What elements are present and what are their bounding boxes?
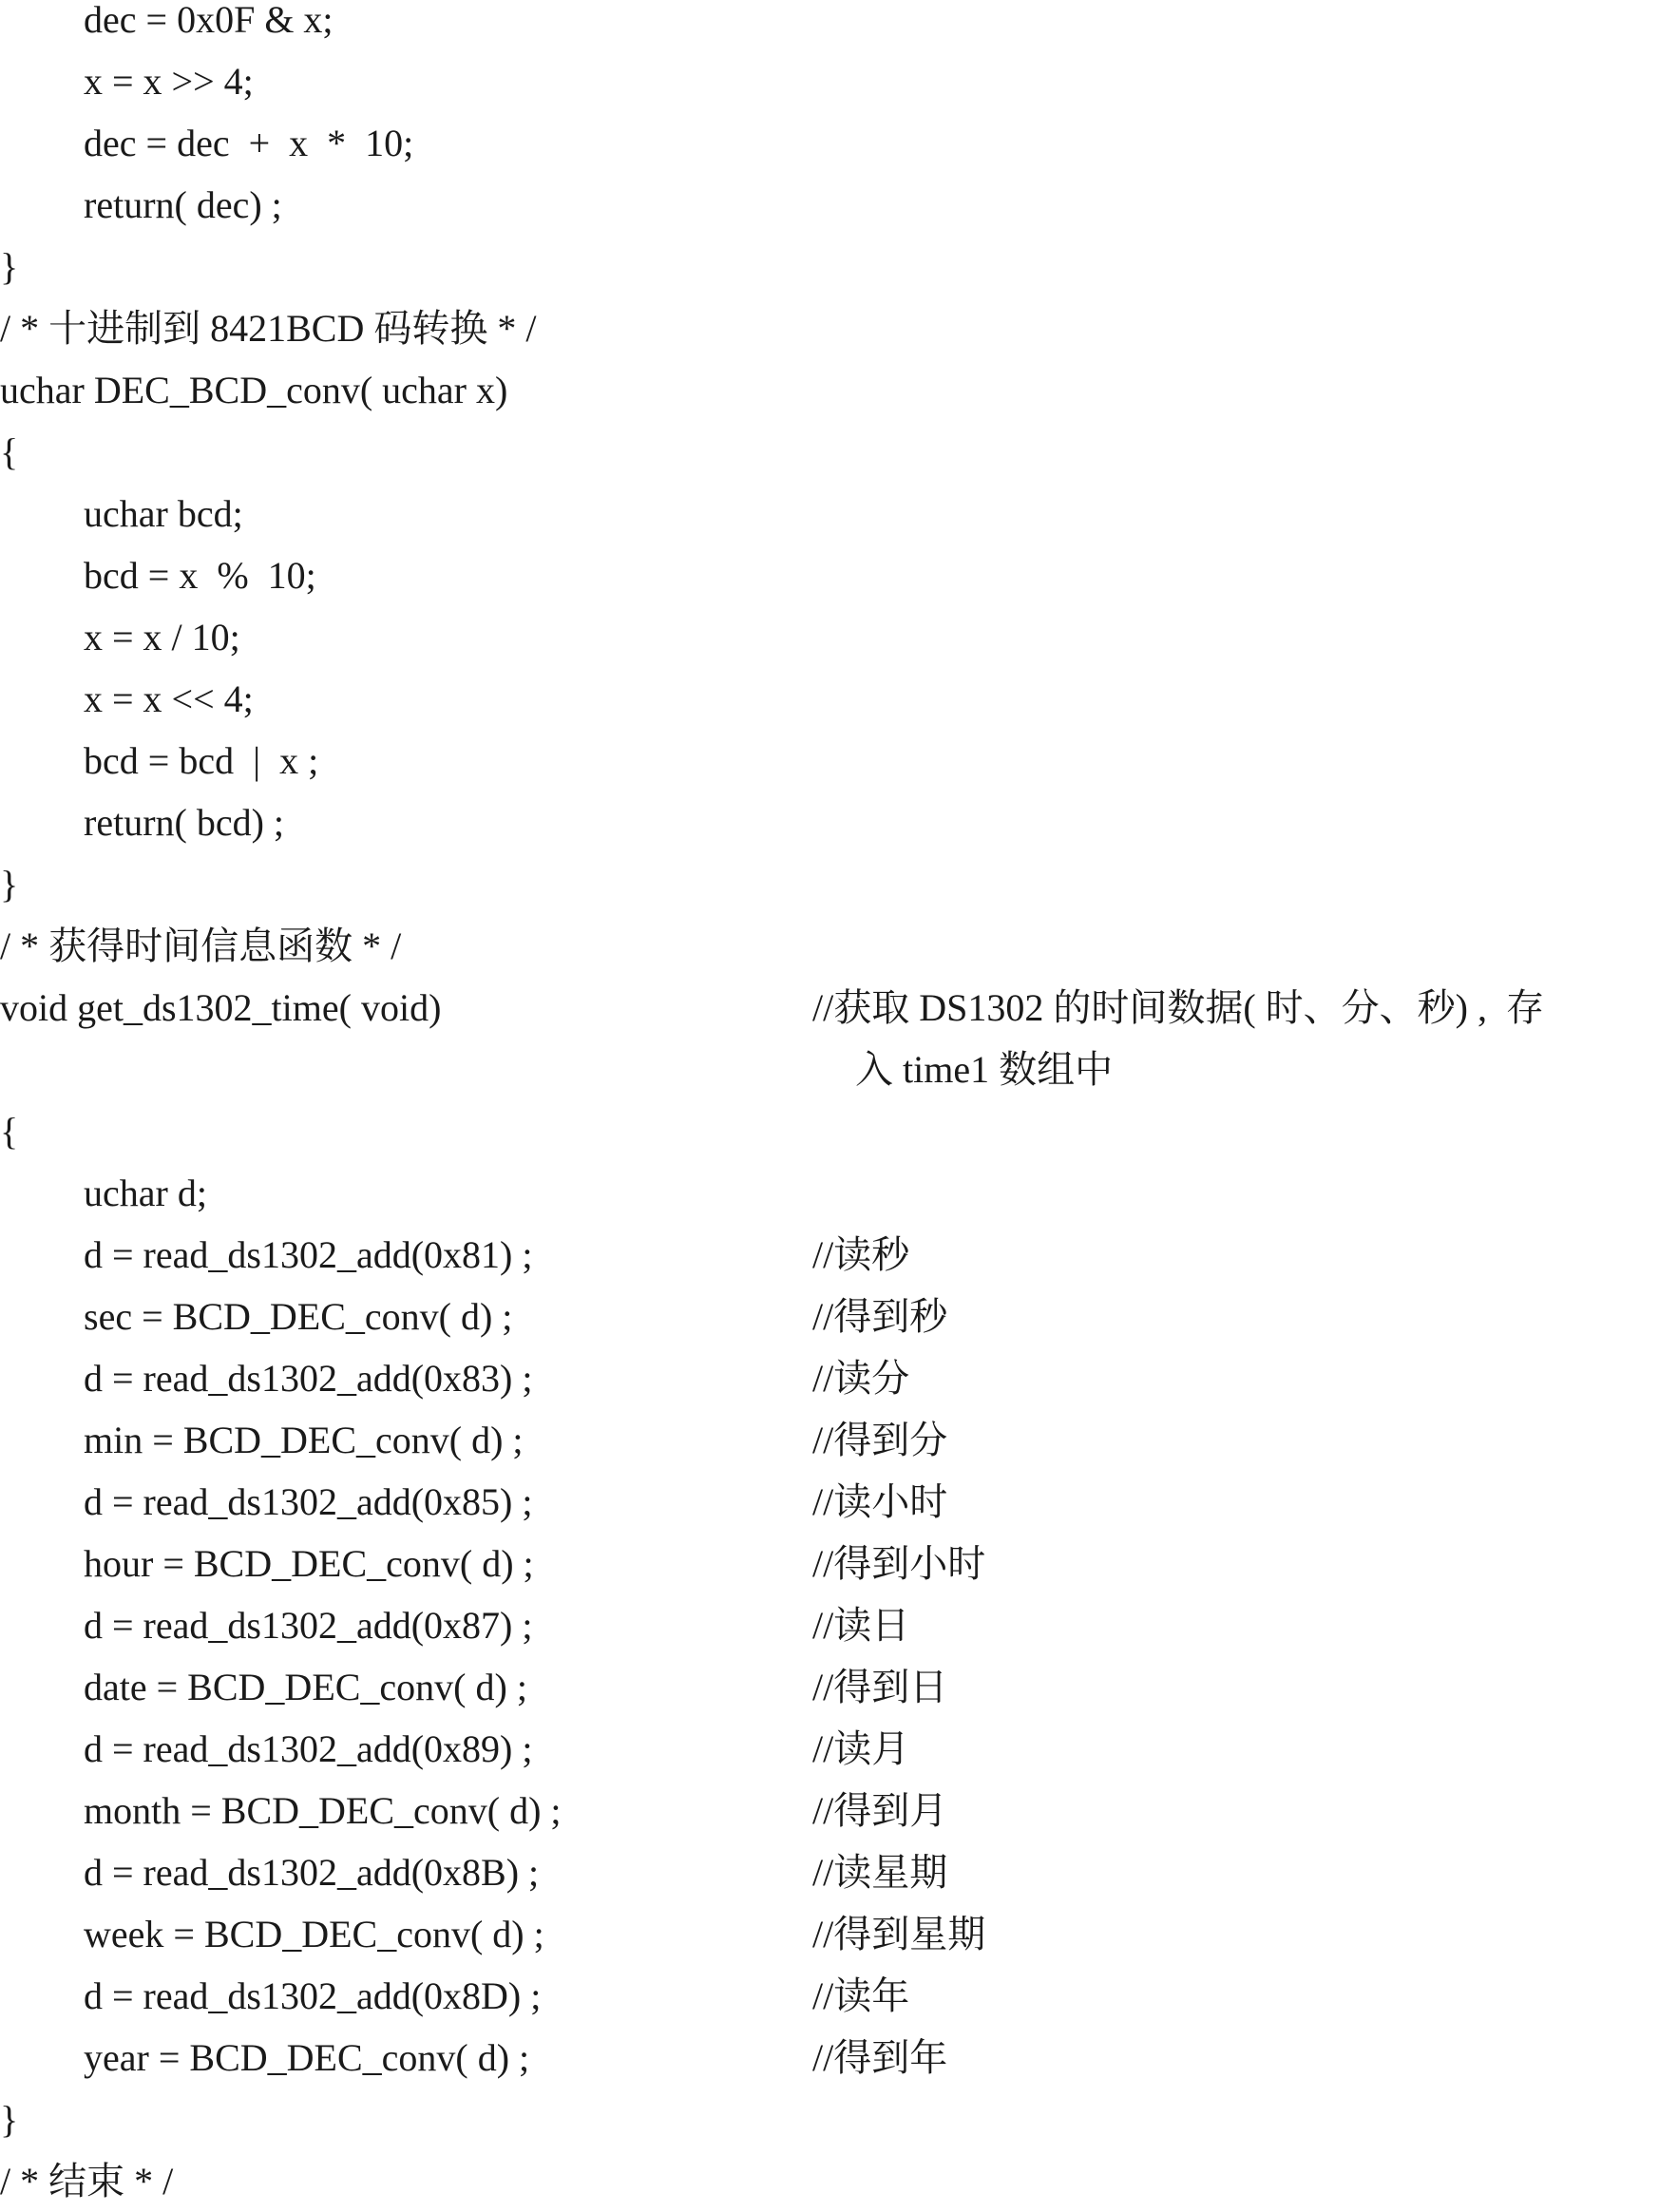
code-line (0, 977, 1659, 1039)
code-text: d = read_ds1302_add(0x81) ; (84, 1233, 533, 1276)
code-line (0, 1656, 1659, 1718)
code-line (0, 297, 1659, 359)
code-text: dec = dec + x * 10; (84, 122, 414, 164)
code-line (0, 668, 1659, 730)
code-line (0, 1718, 1659, 1780)
code-line (0, 1780, 1659, 1841)
code-line (0, 1471, 1659, 1533)
code-text: return( bcd) ; (84, 801, 285, 844)
code-line (0, 112, 1659, 174)
code-comment: //得到星期 (812, 1913, 986, 1955)
code-text: min = BCD_DEC_conv( d) ; (84, 1419, 524, 1461)
code-text: } (0, 245, 19, 288)
code-text: d = read_ds1302_add(0x8B) ; (84, 1851, 540, 1894)
code-line (0, 1162, 1659, 1224)
code-comment: //读年 (812, 1974, 910, 2017)
code-comment: //获取 DS1302 的时间数据( 时、分、秒) , 存 (812, 986, 1544, 1029)
code-text: month = BCD_DEC_conv( d) ; (84, 1789, 562, 1832)
code-text: sec = BCD_DEC_conv( d) ; (84, 1295, 513, 1338)
code-text: year = BCD_DEC_conv( d) ; (84, 2036, 530, 2079)
code-line (0, 2027, 1659, 2088)
code-text: uchar DEC_BCD_conv( uchar x) (0, 369, 508, 411)
code-line (0, 483, 1659, 544)
code-line (0, 1039, 1659, 1100)
code-text: { (0, 430, 19, 473)
code-text: return( dec) ; (84, 183, 282, 226)
code-line (0, 0, 1659, 50)
code-text: / * 获得时间信息函数 * / (0, 925, 402, 967)
code-text: x = x << 4; (84, 677, 254, 720)
code-text: / * 十进制到 8421BCD 码转换 * / (0, 307, 537, 350)
code-line (0, 1224, 1659, 1286)
code-line (0, 50, 1659, 112)
code-line (0, 236, 1659, 297)
code-text: date = BCD_DEC_conv( d) ; (84, 1666, 527, 1708)
code-text: } (0, 863, 19, 906)
code-text: x = x >> 4; (84, 60, 254, 103)
code-comment: //得到月 (812, 1789, 948, 1832)
code-text: bcd = bcd | x ; (84, 739, 319, 782)
code-line (0, 1903, 1659, 1965)
code-text: uchar bcd; (84, 492, 243, 535)
code-line (0, 606, 1659, 668)
code-line (0, 1533, 1659, 1594)
code-line (0, 1347, 1659, 1409)
code-text: bcd = x % 10; (84, 554, 316, 597)
code-comment: //读日 (812, 1604, 910, 1647)
code-comment: //读分 (812, 1357, 910, 1400)
code-text: void get_ds1302_time( void) (0, 986, 442, 1029)
code-line (0, 853, 1659, 915)
code-comment: 入 time1 数组中 (855, 1048, 1114, 1091)
code-comment: //得到小时 (812, 1542, 986, 1585)
code-comment: //读秒 (812, 1233, 910, 1276)
code-text: { (0, 1110, 19, 1153)
code-comment: //得到秒 (812, 1295, 948, 1338)
code-line (0, 1965, 1659, 2027)
code-line (0, 915, 1659, 977)
code-comment: //得到分 (812, 1419, 948, 1461)
code-line (0, 544, 1659, 606)
code-text: week = BCD_DEC_conv( d) ; (84, 1913, 544, 1955)
code-line (0, 791, 1659, 853)
code-comment: //读星期 (812, 1851, 948, 1894)
code-line (0, 174, 1659, 236)
code-text: d = read_ds1302_add(0x87) ; (84, 1604, 533, 1647)
code-comment: //读月 (812, 1727, 910, 1770)
code-text: / * 结束 * / (0, 2160, 174, 2202)
code-line (0, 2150, 1659, 2212)
code-line (0, 359, 1659, 421)
code-comment: //读小时 (812, 1480, 948, 1523)
code-line (0, 421, 1659, 483)
code-line (0, 1594, 1659, 1656)
code-text: dec = 0x0F & x; (84, 0, 334, 41)
code-text: d = read_ds1302_add(0x89) ; (84, 1727, 533, 1770)
code-line (0, 1409, 1659, 1471)
code-line (0, 1286, 1659, 1347)
code-text: hour = BCD_DEC_conv( d) ; (84, 1542, 534, 1585)
code-line (0, 1100, 1659, 1162)
code-comment: //得到日 (812, 1666, 948, 1708)
code-line (0, 2088, 1659, 2150)
code-comment: //得到年 (812, 2036, 948, 2079)
code-text: } (0, 2098, 19, 2141)
code-text: d = read_ds1302_add(0x83) ; (84, 1357, 533, 1400)
code-text: d = read_ds1302_add(0x8D) ; (84, 1974, 542, 2017)
code-text: uchar d; (84, 1172, 207, 1214)
code-line (0, 1841, 1659, 1903)
code-line (0, 730, 1659, 791)
code-text: x = x / 10; (84, 616, 240, 658)
code-text: d = read_ds1302_add(0x85) ; (84, 1480, 533, 1523)
